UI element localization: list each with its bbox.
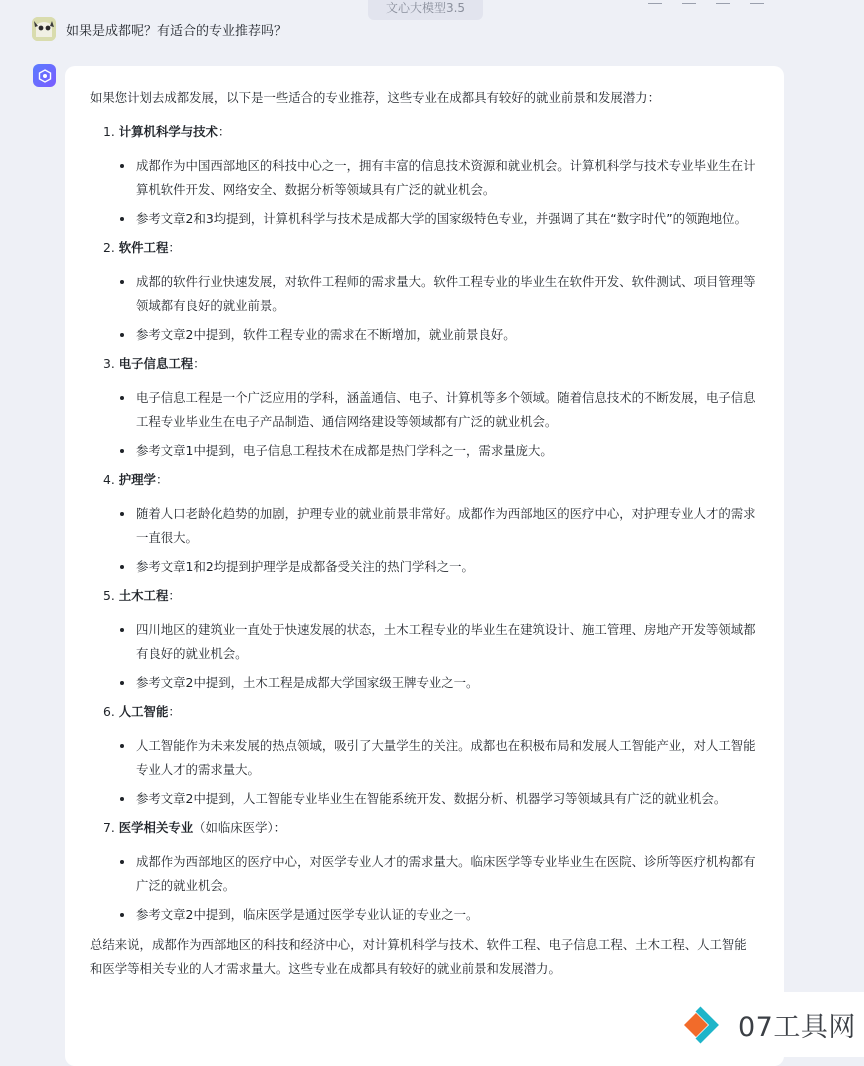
section-heading: 人工智能 (118, 704, 169, 719)
section-heading-suffix: ： (168, 588, 181, 603)
list-item: 电子信息工程是一个广泛应用的学科，涵盖通信、电子、计算机等多个领域。随着信息技术的不断发展，电子信息工程专业毕业生在电子产品制造、通信网络建设等领域都有广泛的就业机会。 (120, 386, 758, 434)
section-number: 4. (103, 472, 115, 487)
list-item: 参考文章1和2均提到护理学是成都备受关注的热门学科之一。 (120, 555, 758, 579)
answer-intro: 如果您计划去成都发展，以下是一些适合的专业推荐，这些专业在成都具有较好的就业前景和发展潜力： (90, 90, 660, 105)
list-item: 成都作为中国西部地区的科技中心之一，拥有丰富的信息技术资源和就业机会。计算机科学与技术专业毕业生在计算机软件开发、网络安全、数据分析等领域具有广泛的就业机会。 (120, 154, 758, 202)
section-points-list (90, 850, 758, 927)
section-heading-suffix: （如临床医学）： (193, 820, 287, 835)
list-item: 人工智能作为未来发展的热点领域，吸引了大量学生的关注。成都也在积极布局和发展人工智能产业，对人工智能专业人才的需求量大。 (120, 734, 758, 782)
list-item: 参考文章2中提到，软件工程专业的需求在不断增加，就业前景良好。 (120, 323, 758, 347)
section-points-list (90, 270, 758, 347)
toolbar-icon[interactable] (716, 0, 730, 4)
section-points-list (90, 734, 758, 811)
section-heading: 电子信息工程 (118, 356, 194, 371)
section-heading: 计算机科学与技术 (118, 124, 218, 139)
model-version-chip[interactable]: 文心大模型3.5 (368, 0, 483, 20)
section-number: 7. (103, 820, 115, 835)
section-number: 1. (103, 124, 115, 139)
list-item: 参考文章2中提到，人工智能专业毕业生在智能系统开发、数据分析、机器学习等领域具有广泛的就业机会。 (120, 787, 758, 811)
section-title (90, 816, 758, 840)
section-points-list (90, 386, 758, 463)
user-avatar (32, 17, 56, 41)
section-heading-suffix: ： (193, 356, 206, 371)
list-item: 参考文章2中提到，土木工程是成都大学国家级王牌专业之一。 (120, 671, 758, 695)
toolbar-icon[interactable] (682, 0, 696, 4)
toolbar-icon[interactable] (648, 0, 662, 4)
top-toolbar (648, 0, 764, 4)
answer-summary: 总结来说，成都作为西部地区的科技和经济中心，对计算机科学与技术、软件工程、电子信息工程、土木工程、人工智能和医学等相关专业的人才需求量大。这些专业在成都具有较好的就业前景和发展潜力。 (90, 937, 747, 976)
section-number: 6. (103, 704, 115, 719)
section-points-list (90, 154, 758, 231)
list-item: 随着人口老龄化趋势的加剧，护理专业的就业前景非常好。成都作为西部地区的医疗中心，对护理专业人才的需求一直很大。 (120, 502, 758, 550)
list-item: 参考文章2中提到，临床医学是通过医学专业认证的专业之一。 (120, 903, 758, 927)
section-heading: 软件工程 (118, 240, 169, 255)
bot-avatar-icon (33, 64, 56, 87)
section-points-list (90, 618, 758, 695)
section-points-list (90, 502, 758, 579)
watermark-text: 07工具网 (738, 1012, 856, 1043)
watermark-logo-icon (674, 999, 730, 1051)
section-heading-suffix: ： (217, 124, 231, 139)
list-item: 参考文章1中提到，电子信息工程技术在成都是热门学科之一，需求量庞大。 (120, 439, 758, 463)
section-title (90, 236, 758, 260)
section-heading: 医学相关专业 (118, 820, 194, 835)
section-number: 3. (103, 356, 115, 371)
user-message-text: 如果是成都呢？有适合的专业推荐吗？ (66, 23, 288, 39)
section-heading-suffix: ： (168, 704, 181, 719)
site-watermark (664, 992, 864, 1057)
toolbar-icon[interactable] (750, 0, 764, 4)
section-heading: 土木工程 (118, 588, 169, 603)
list-item: 成都作为西部地区的医疗中心，对医学专业人才的需求量大。临床医学等专业毕业生在医院、诊所等医疗机构都有广泛的就业机会。 (120, 850, 758, 898)
section-title (90, 584, 758, 608)
section-title (90, 468, 758, 492)
answer-sections (90, 120, 758, 927)
section-number: 2. (103, 240, 115, 255)
user-message-row (32, 17, 287, 41)
section-heading-suffix: ： (168, 240, 181, 255)
answer-card (65, 66, 784, 1066)
section-number: 5. (103, 588, 115, 603)
list-item: 四川地区的建筑业一直处于快速发展的状态，土木工程专业的毕业生在建筑设计、施工管理、房地产开发等领域都有良好的就业机会。 (120, 618, 758, 666)
section-heading-suffix: ： (155, 472, 169, 487)
section-title (90, 120, 758, 144)
list-item: 成都的软件行业快速发展，对软件工程师的需求量大。软件工程专业的毕业生在软件开发、软件测试、项目管理等领域都有良好的就业前景。 (120, 270, 758, 318)
list-item: 参考文章2和3均提到，计算机科学与技术是成都大学的国家级特色专业，并强调了其在“数字时代”的领跑地位。 (120, 207, 758, 231)
section-heading: 护理学 (118, 472, 156, 487)
section-title (90, 352, 758, 376)
section-title (90, 700, 758, 724)
